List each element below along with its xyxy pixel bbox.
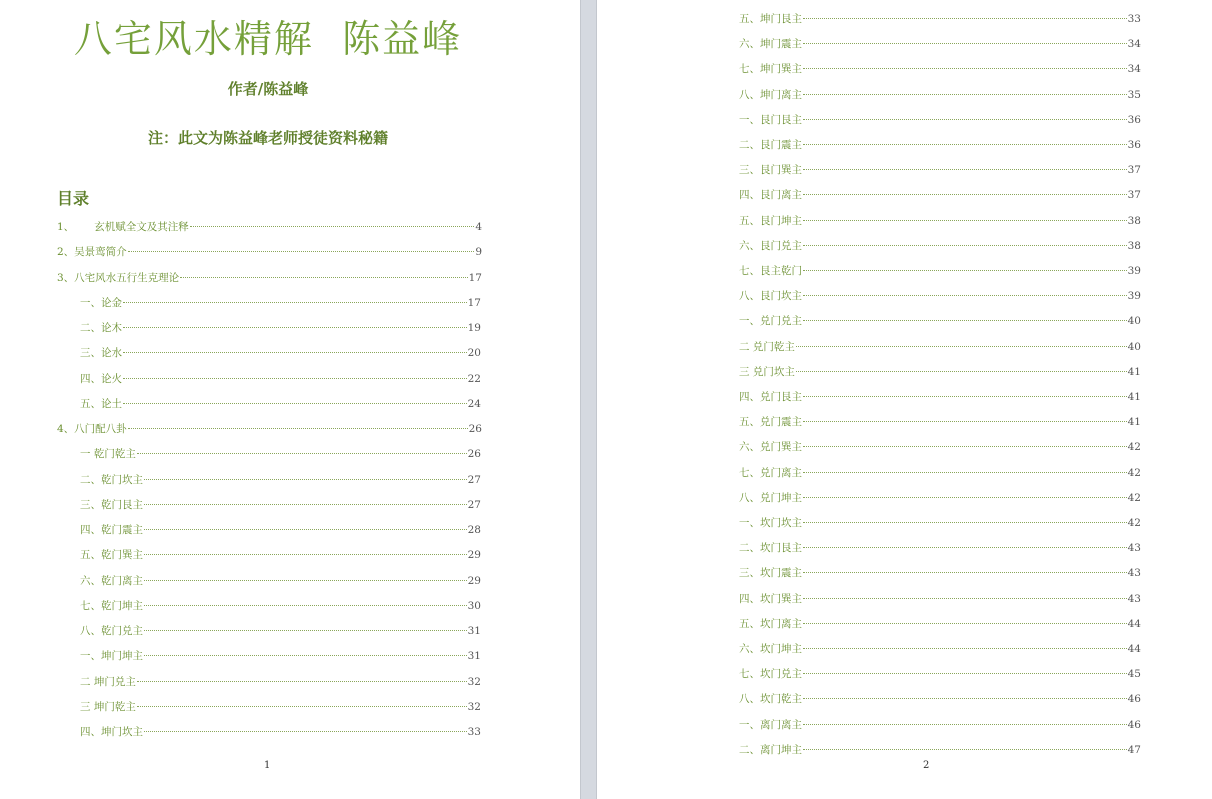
toc-dot-leader (144, 529, 467, 530)
toc-entry-title: 三、论水 (80, 347, 122, 360)
toc-entry-page-number: 30 (467, 599, 481, 612)
toc-entry-page-number: 41 (1127, 365, 1141, 378)
toc-dot-leader (123, 378, 467, 379)
toc-entry-page-number: 37 (1127, 189, 1141, 202)
toc-entry-page-number: 26 (468, 423, 482, 435)
toc-entry-title: 二 坤门兑主 (80, 675, 136, 688)
toc-entry-page-number: 41 (1127, 416, 1141, 429)
toc-entry[interactable] (739, 239, 1141, 253)
toc-dot-leader (803, 749, 1127, 750)
toc-dot-leader (803, 472, 1127, 473)
toc-entry-title: 七、乾门坤主 (80, 599, 143, 612)
toc-dot-leader (137, 453, 467, 454)
toc-dot-leader (803, 68, 1127, 69)
toc-heading: 目录 (57, 189, 90, 208)
toc-entry-page-number: 46 (1127, 718, 1141, 731)
toc-entry-page-number: 38 (1127, 239, 1141, 252)
toc-entry-page-number: 22 (467, 372, 481, 385)
toc-entry[interactable] (739, 667, 1141, 681)
toc-entry[interactable] (739, 415, 1141, 429)
toc-dot-leader (803, 18, 1127, 19)
toc-dot-leader (803, 497, 1127, 498)
toc-dot-leader (803, 598, 1127, 599)
toc-entry-page-number: 35 (1127, 88, 1141, 101)
toc-entry[interactable] (80, 296, 481, 310)
toc-entry[interactable] (739, 214, 1141, 228)
toc-dot-leader (144, 630, 467, 631)
page-number: 1 (264, 760, 271, 771)
toc-entry-page-number: 47 (1127, 743, 1141, 756)
toc-dot-leader (144, 554, 467, 555)
toc-entry[interactable] (80, 372, 481, 386)
toc-entry-page-number: 37 (1127, 164, 1141, 177)
toc-entry-title: 4、八门配八卦 (57, 423, 127, 435)
toc-entry-page-number: 45 (1127, 668, 1141, 681)
toc-dot-leader (803, 194, 1127, 195)
toc-entry-page-number: 17 (467, 296, 481, 309)
toc-entry[interactable] (739, 566, 1141, 580)
toc-entry-page-number: 9 (475, 246, 482, 259)
toc-entry[interactable] (80, 599, 481, 613)
toc-entry-page-number: 20 (467, 347, 481, 360)
toc-entry[interactable] (80, 498, 481, 512)
toc-entry-page-number: 43 (1127, 542, 1141, 555)
toc-entry[interactable] (57, 422, 482, 436)
toc-entry-page-number: 44 (1127, 643, 1141, 655)
toc-dot-leader (803, 547, 1127, 548)
document-author: 作者/陈益峰 (227, 80, 309, 98)
toc-entry[interactable] (80, 523, 481, 537)
toc-dot-leader (803, 295, 1127, 296)
toc-entry-title: 七、坎门兑主 (739, 668, 802, 681)
toc-dot-leader (123, 327, 467, 328)
toc-entry-title: 四、艮门离主 (739, 189, 802, 202)
toc-entry-page-number: 41 (1127, 391, 1141, 403)
toc-entry[interactable] (80, 700, 481, 714)
toc-entry[interactable] (739, 592, 1141, 606)
toc-entry-title: 1、 玄机赋全文及其注释 (57, 221, 189, 233)
toc-entry-title: 四、论火 (80, 372, 122, 385)
toc-entry-title: 一、兑门兑主 (739, 315, 802, 328)
toc-entry[interactable] (80, 473, 481, 487)
toc-dot-leader (803, 648, 1127, 649)
toc-entry-page-number: 17 (468, 271, 482, 284)
toc-entry-title: 一 乾门乾主 (80, 448, 136, 461)
toc-dot-leader (803, 245, 1127, 246)
toc-entry-title: 二、艮门震主 (739, 139, 802, 151)
toc-entry[interactable] (80, 649, 481, 663)
toc-entry-title: 六、坎门坤主 (739, 643, 802, 655)
toc-dot-leader (803, 169, 1127, 170)
toc-entry-title: 五、坤门艮主 (739, 13, 802, 25)
document-note: 注：此文为陈益峰老师授徒资料秘籍 (147, 129, 388, 147)
toc-entry-page-number: 38 (1127, 214, 1141, 227)
toc-dot-leader (123, 302, 467, 303)
toc-entry-page-number: 4 (475, 221, 482, 233)
toc-entry-title: 七、坤门巽主 (739, 63, 802, 76)
toc-dot-leader (803, 320, 1127, 321)
toc-entry[interactable] (739, 466, 1141, 480)
toc-dot-leader (803, 220, 1127, 221)
toc-entry-page-number: 36 (1127, 113, 1141, 126)
toc-entry-page-number: 39 (1127, 290, 1141, 303)
toc-entry-title: 八、乾门兑主 (80, 625, 143, 637)
toc-entry[interactable] (739, 718, 1141, 732)
toc-entry[interactable] (739, 440, 1141, 454)
toc-entry-page-number: 26 (467, 448, 481, 461)
toc-entry[interactable] (739, 37, 1141, 51)
toc-entry[interactable] (80, 346, 481, 360)
toc-entry-title: 八、艮门坎主 (739, 290, 802, 303)
toc-entry-title: 二、坎门艮主 (739, 542, 802, 555)
toc-entry-page-number: 40 (1127, 340, 1141, 353)
toc-entry[interactable] (739, 188, 1141, 202)
toc-entry-page-number: 43 (1127, 592, 1141, 605)
toc-dot-leader (128, 428, 468, 429)
toc-entry-title: 六、坤门震主 (739, 38, 802, 51)
toc-entry[interactable] (80, 574, 481, 588)
toc-entry-page-number: 42 (1127, 441, 1141, 454)
toc-dot-leader (803, 724, 1127, 725)
toc-entry[interactable] (739, 314, 1141, 328)
toc-entry-title: 二、乾门坎主 (80, 473, 143, 486)
toc-entry-title: 四、坤门坎主 (80, 726, 143, 738)
toc-entry[interactable] (739, 12, 1141, 26)
toc-entry-title: 三、乾门艮主 (80, 498, 143, 511)
toc-entry-title: 四、兑门艮主 (739, 391, 802, 403)
toc-entry-title: 三 兑门坎主 (739, 365, 795, 378)
toc-entry-page-number: 27 (467, 473, 481, 486)
toc-entry[interactable] (80, 624, 481, 638)
toc-dot-leader (128, 251, 475, 252)
toc-entry-title: 五、论土 (80, 397, 122, 410)
toc-entry[interactable] (80, 548, 481, 562)
toc-entry[interactable] (80, 321, 481, 335)
toc-entry[interactable] (739, 62, 1141, 76)
toc-entry-title: 三 坤门乾主 (80, 700, 136, 713)
toc-dot-leader (123, 352, 467, 353)
toc-dot-leader (190, 226, 475, 227)
toc-entry-page-number: 46 (1127, 693, 1141, 706)
toc-dot-leader (180, 277, 467, 278)
toc-dot-leader (803, 119, 1127, 120)
toc-dot-leader (137, 706, 467, 707)
toc-entry-title: 五、坎门离主 (739, 617, 802, 630)
toc-entry-title: 一、艮门艮主 (739, 113, 802, 126)
toc-entry-page-number: 34 (1127, 63, 1141, 76)
toc-entry[interactable] (739, 365, 1141, 379)
toc-entry[interactable] (57, 245, 482, 259)
toc-dot-leader (144, 605, 467, 606)
toc-entry[interactable] (739, 692, 1141, 706)
toc-entry-page-number: 42 (1127, 466, 1141, 479)
toc-entry[interactable] (739, 642, 1141, 656)
toc-entry-title: 八、坤门离主 (739, 88, 802, 101)
document-page-2 (597, 0, 1212, 799)
toc-dot-leader (803, 421, 1127, 422)
toc-entry[interactable] (739, 289, 1141, 303)
toc-dot-leader (796, 371, 1127, 372)
toc-entry-title: 八、坎门乾主 (739, 693, 802, 706)
toc-entry-title: 2、吴景鸾简介 (57, 246, 127, 259)
toc-entry[interactable] (739, 617, 1141, 631)
toc-entry-title: 八、兑门坤主 (739, 491, 802, 504)
toc-entry-page-number: 19 (467, 322, 481, 334)
toc-dot-leader (803, 623, 1127, 624)
toc-entry-page-number: 42 (1127, 491, 1141, 504)
toc-entry[interactable] (739, 541, 1141, 555)
toc-entry-page-number: 29 (467, 549, 481, 562)
toc-dot-leader (144, 731, 467, 732)
toc-entry-page-number: 43 (1127, 567, 1141, 580)
toc-entry-title: 一、坎门坎主 (739, 517, 802, 529)
toc-entry-title: 五、艮门坤主 (739, 214, 802, 227)
toc-entry[interactable] (739, 340, 1141, 354)
toc-entry[interactable] (739, 138, 1141, 152)
toc-entry[interactable] (57, 271, 482, 285)
toc-entry-page-number: 31 (467, 650, 481, 663)
toc-entry[interactable] (57, 220, 482, 234)
toc-entry-page-number: 32 (467, 675, 481, 688)
toc-entry-title: 五、乾门巽主 (80, 549, 143, 562)
page-number: 2 (923, 760, 930, 771)
document-title: 八宅风水精解 陈益峰 (73, 17, 463, 61)
toc-entry-title: 六、艮门兑主 (739, 239, 802, 252)
toc-entry-title: 一、离门离主 (739, 718, 802, 731)
toc-dot-leader (803, 673, 1127, 674)
toc-entry[interactable] (80, 447, 481, 461)
toc-entry-title: 三、坎门震主 (739, 567, 802, 580)
toc-dot-leader (796, 346, 1127, 347)
toc-entry[interactable] (739, 88, 1141, 102)
toc-entry-title: 六、乾门离主 (80, 574, 143, 587)
toc-entry-title: 二 兑门乾主 (739, 340, 795, 353)
toc-entry-page-number: 33 (467, 726, 481, 738)
toc-dot-leader (803, 698, 1127, 699)
toc-entry-page-number: 24 (467, 397, 481, 410)
toc-dot-leader (137, 681, 467, 682)
toc-entry[interactable] (739, 163, 1141, 177)
toc-entry-title: 二、离门坤主 (739, 743, 802, 756)
toc-entry[interactable] (739, 113, 1141, 127)
toc-dot-leader (144, 479, 467, 480)
toc-entry-page-number: 33 (1127, 13, 1141, 25)
toc-entry[interactable] (80, 675, 481, 689)
toc-entry[interactable] (739, 390, 1141, 404)
toc-entry-title: 六、兑门巽主 (739, 441, 802, 454)
toc-entry-title: 二、论木 (80, 322, 122, 334)
toc-entry-page-number: 29 (467, 574, 481, 587)
toc-entry[interactable] (80, 725, 481, 739)
toc-dot-leader (144, 655, 467, 656)
toc-dot-leader (803, 396, 1127, 397)
toc-dot-leader (803, 43, 1127, 44)
toc-entry-page-number: 39 (1127, 265, 1141, 277)
toc-entry[interactable] (80, 397, 481, 411)
toc-entry-title: 五、兑门震主 (739, 416, 802, 429)
toc-entry[interactable] (739, 516, 1141, 530)
toc-dot-leader (803, 572, 1127, 573)
toc-entry[interactable] (739, 491, 1141, 505)
toc-entry-title: 四、坎门巽主 (739, 592, 802, 605)
toc-entry[interactable] (739, 743, 1141, 757)
toc-entry-page-number: 40 (1127, 315, 1141, 328)
toc-entry-title: 七、艮主乾门 (739, 265, 802, 277)
toc-dot-leader (144, 580, 467, 581)
toc-dot-leader (803, 446, 1127, 447)
toc-entry-title: 3、八宅风水五行生克理论 (57, 271, 180, 284)
page-gap (580, 0, 597, 799)
toc-entry-title: 三、艮门巽主 (739, 164, 802, 177)
toc-entry-title: 四、乾门震主 (80, 524, 143, 536)
toc-dot-leader (803, 94, 1127, 95)
toc-entry-page-number: 36 (1127, 139, 1141, 151)
toc-entry-page-number: 42 (1127, 517, 1141, 529)
toc-dot-leader (123, 403, 467, 404)
document-page-1 (0, 0, 580, 799)
toc-dot-leader (803, 270, 1127, 271)
toc-entry-page-number: 32 (467, 700, 481, 713)
toc-entry-page-number: 28 (467, 524, 481, 536)
toc-dot-leader (803, 522, 1127, 523)
toc-entry-title: 七、兑门离主 (739, 466, 802, 479)
toc-dot-leader (803, 144, 1127, 145)
toc-entry-title: 一、坤门坤主 (80, 650, 143, 663)
toc-entry-page-number: 27 (467, 498, 481, 511)
toc-entry-page-number: 31 (467, 625, 481, 637)
toc-entry-page-number: 44 (1127, 617, 1141, 630)
toc-dot-leader (144, 504, 467, 505)
toc-entry[interactable] (739, 264, 1141, 278)
toc-entry-title: 一、论金 (80, 296, 122, 309)
toc-entry-page-number: 34 (1127, 38, 1141, 51)
